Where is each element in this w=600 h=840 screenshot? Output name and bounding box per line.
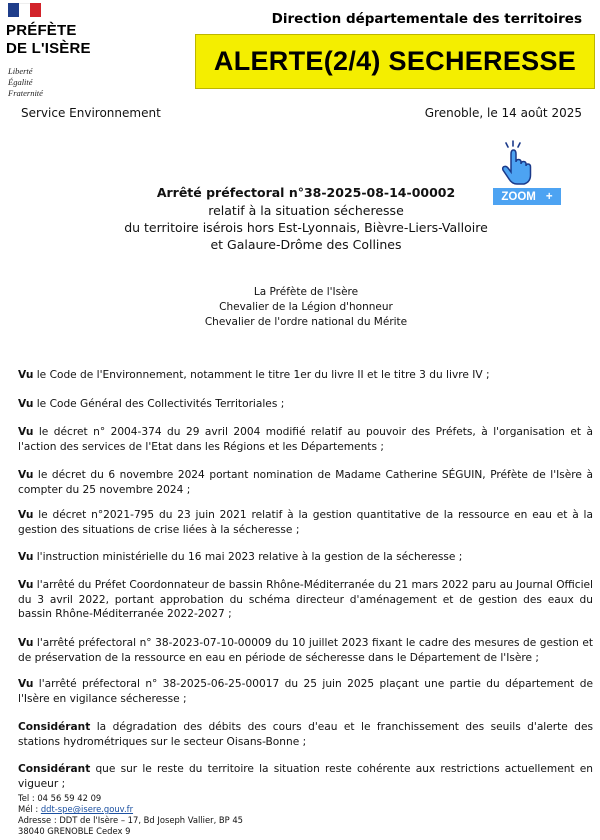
considering-paragraph: Considérant que sur le reste du territoire la situation reste cohérente aux restrictions actuellement en vigueur ;	[18, 763, 593, 790]
dateline: Grenoble, le 14 août 2025	[424, 106, 582, 120]
visa-paragraph: Vu l'instruction ministérielle du 16 mai 2023 relative à la gestion de la sécheresse ;	[18, 551, 463, 563]
alert-text: ALERTE(2/4) SECHERESSE	[213, 46, 577, 76]
footer-city: 38040 GRENOBLE Cedex 9	[18, 826, 131, 836]
motto-egalite: Égalité	[8, 77, 33, 87]
republic-flag-red	[30, 3, 41, 17]
zoom-plus-icon: +	[545, 190, 553, 203]
visa-paragraph: Vu le décret n°2021-795 du 23 juin 2021 relatif à la gestion quantitative de la ressource en eau et à la gestion des situations de crise liées à la sécheresse ;	[18, 509, 593, 536]
alert-banner	[195, 34, 595, 89]
prefecture-name-line1: PRÉFÈTE	[6, 22, 77, 39]
decree-subject-line3: et Galaure-Drôme des Collines	[210, 237, 402, 252]
visa-paragraph: Vu l'arrêté du Préfet Coordonnateur de bassin Rhône-Méditerranée du 21 mars 2022 paru au Journal Officiel du 3 avril 2022, portant approbation du schéma directeur d'aménagement et de gestion des eaux du bassin Rhône-Méditerranée 2022-2027 ;	[18, 579, 593, 620]
republic-flag-blue	[8, 3, 19, 17]
contact-footer	[18, 793, 243, 837]
considering-paragraph: Considérant la dégradation des débits des cours d'eau et le franchissement des seuils d'alerte des stations hydrométriques sur le secteur Oisans-Bonne ;	[18, 721, 593, 748]
zoom-label: ZOOM	[501, 190, 536, 203]
footer-phone: Tel : 04 56 59 42 09	[18, 793, 102, 803]
visa-paragraph: Vu l'arrêté préfectoral n° 38-2025-06-25-00017 du 25 juin 2025 plaçant une partie du département de l'Isère en vigilance sécheresse ;	[18, 678, 593, 705]
footer-email-line: Mél : ddt-spe@isere.gouv.fr	[18, 804, 134, 814]
visa-paragraph: Vu le décret n° 2004-374 du 29 avril 2004 modifié relatif au pouvoir des Préfets, à l'organisation et à l'action des services de l'Etat dans les Régions et les Départements ;	[18, 426, 593, 453]
prefect-title-1: Chevalier de la Légion d'honneur	[219, 301, 393, 313]
decree-subject-line2: du territoire isérois hors Est-Lyonnais, Bièvre-Liers-Valloire	[124, 220, 488, 235]
prefect-name: La Préfète de l'Isère	[253, 286, 359, 298]
visa-paragraph: Vu l'arrêté préfectoral n° 38-2023-07-10-00009 du 10 juillet 2023 fixant le cadre des mesures de gestion et de préservation de la ressource en eau en période de sécheresse dans le Département de l'Isère ;	[18, 637, 593, 664]
motto-liberte: Liberté	[8, 66, 33, 76]
footer-email-link[interactable]: ddt-spe@isere.gouv.fr	[40, 804, 134, 814]
decree-number: Arrêté préfectoral n°38-2025-08-14-00002	[156, 185, 456, 200]
visa-paragraph: Vu le Code Général des Collectivités Territoriales ;	[18, 398, 285, 410]
pointer-hand-icon[interactable]	[498, 140, 534, 186]
service-name: Service Environnement	[21, 106, 161, 120]
direction-title: Direction départementale des territoires	[271, 11, 582, 27]
republic-flag-white	[19, 3, 30, 18]
visa-paragraph: Vu le décret du 6 novembre 2024 portant nomination de Madame Catherine SÉGUIN, Préfète de l'Isère à compter du 25 novembre 2024 ;	[18, 469, 593, 496]
prefect-title-2: Chevalier de l'ordre national du Mérite	[204, 316, 408, 328]
motto-fraternite: Fraternité	[8, 88, 43, 98]
prefecture-name-line2: DE L'ISÈRE	[6, 40, 91, 57]
decree-subject-line1: relatif à la situation sécheresse	[208, 203, 404, 218]
footer-address: Adresse : DDT de l'Isère – 17, Bd Joseph Vallier, BP 45	[18, 815, 244, 825]
visa-paragraph: Vu le Code de l'Environnement, notamment le titre 1er du livre II et le titre 3 du livre IV ;	[18, 369, 490, 381]
